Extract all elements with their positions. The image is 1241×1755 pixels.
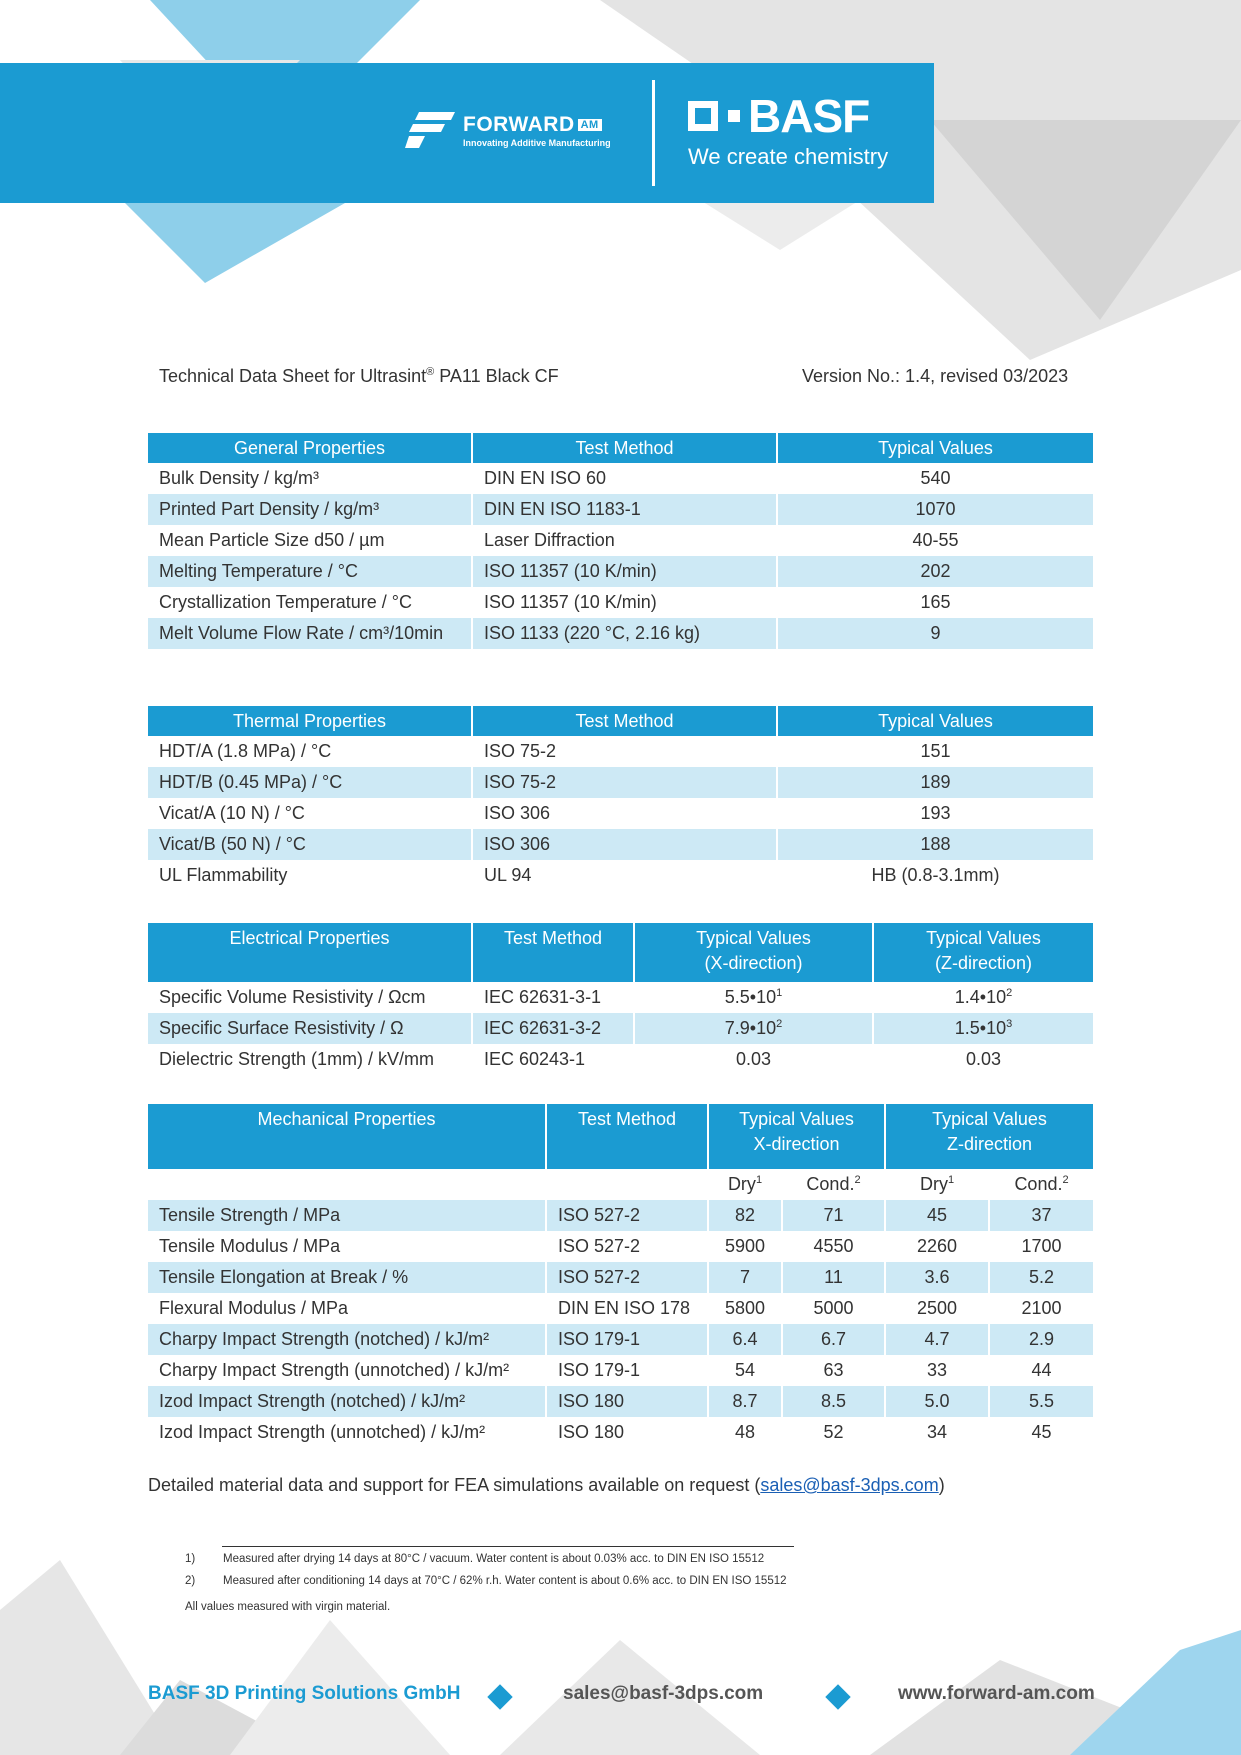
- property-cell: Mean Particle Size d50 / µm: [159, 530, 385, 550]
- footer-email[interactable]: sales@basf-3dps.com: [563, 1683, 764, 1704]
- value-cell: 151: [777, 736, 1093, 767]
- cond-x-label: Cond.$^2$: [782, 1169, 885, 1200]
- value-cell: 2100: [989, 1293, 1093, 1324]
- table-row: [148, 1044, 1093, 1075]
- forward-am-logo: [405, 110, 611, 150]
- value-cell-x: 0.03: [634, 1044, 873, 1075]
- table-row: [148, 829, 1093, 860]
- property-cell: Melt Volume Flow Rate / cm³/10min: [148, 618, 472, 649]
- table-row: [148, 1262, 1093, 1293]
- value-cell: 45: [989, 1417, 1093, 1448]
- property-cell: Vicat/B (50 N) / °C: [148, 829, 472, 860]
- table-row: [148, 525, 1093, 556]
- method-cell: DIN EN ISO 1183-1: [472, 494, 777, 525]
- basf-square-icon: [688, 101, 718, 131]
- property-cell: Tensile Modulus / MPa: [159, 1236, 341, 1256]
- footer-company: BASF 3D Printing Solutions GmbH: [148, 1683, 461, 1704]
- property-cell: Specific Volume Resistivity / Ωcm: [159, 987, 426, 1007]
- value-cell: 52: [782, 1417, 885, 1448]
- table-row: [148, 767, 1093, 798]
- basf-dot-icon: [728, 110, 740, 122]
- table-row: [148, 1417, 1093, 1448]
- method-cell: ISO 180: [546, 1386, 708, 1417]
- virgin-material-note: All values measured with virgin material.: [185, 1601, 391, 1613]
- value-cell-z: $1.5•10^3$: [873, 1013, 1093, 1044]
- table-row: [148, 1013, 1093, 1044]
- basf-tagline: We create chemistry: [688, 144, 889, 169]
- method-cell: IEC 62631-3-2: [472, 1013, 634, 1044]
- property-cell: Tensile Elongation at Break / %: [148, 1262, 546, 1293]
- property-cell: Printed Part Density / kg/m³: [148, 494, 472, 525]
- property-cell: Dielectric Strength (1mm) / kV/mm: [159, 1049, 435, 1069]
- method-cell: Laser Diffraction: [472, 525, 777, 556]
- cond-z-label: Cond.$^2$: [989, 1169, 1093, 1200]
- table-row: [148, 494, 1093, 525]
- property-cell: HDT/A (1.8 MPa) / °C: [159, 741, 332, 761]
- method-cell: ISO 527-2: [546, 1231, 708, 1262]
- property-cell: Vicat/A (10 N) / °C: [159, 803, 305, 823]
- thermal-properties-table: [148, 706, 1093, 891]
- forward-am-mark-icon: [405, 110, 457, 150]
- footnote-2: 2) Measured after conditioning 14 days at 70°C / 62% r.h. Water content is about 0.6% acc. to DIN EN ISO 15512: [185, 1575, 787, 1587]
- value-cell: 1700: [989, 1231, 1093, 1262]
- col-header: Typical Values X-direction: [708, 1104, 885, 1169]
- col-header: Mechanical Properties: [148, 1104, 546, 1169]
- value-cell: 6.7: [782, 1324, 885, 1355]
- col-header: Thermal Properties: [148, 706, 472, 736]
- table-row: [148, 1324, 1093, 1355]
- col-header: Typical Values Z-direction: [885, 1104, 1093, 1169]
- property-cell: Tensile Strength / MPa: [148, 1200, 546, 1231]
- forward-word: FORWARD: [463, 112, 575, 136]
- col-header: Typical Values: [777, 706, 1093, 736]
- value-cell: 1070: [777, 494, 1093, 525]
- table-row: [148, 587, 1093, 618]
- document-title: Technical Data Sheet for Ultrasint® PA11 Black CF: [159, 366, 559, 386]
- method-cell: DIN EN ISO 178: [546, 1293, 708, 1324]
- value-cell: 34: [885, 1417, 989, 1448]
- value-cell: 44: [989, 1355, 1093, 1386]
- fea-note: Detailed material data and support for FEA simulations available on request (sales@basf-3dps.com): [148, 1475, 945, 1495]
- table-row: [148, 1200, 1093, 1231]
- method-cell: ISO 306: [472, 829, 777, 860]
- col-header: Test Method: [472, 433, 777, 463]
- property-cell: Izod Impact Strength (unnotched) / kJ/m²: [159, 1422, 486, 1442]
- method-cell: ISO 306: [472, 798, 777, 829]
- value-cell: 6.4: [708, 1324, 782, 1355]
- method-cell: ISO 11357 (10 K/min): [472, 587, 777, 618]
- value-cell: 2500: [885, 1293, 989, 1324]
- table-row: [148, 1355, 1093, 1386]
- method-cell: ISO 11357 (10 K/min): [472, 556, 777, 587]
- footnote-divider: [222, 1546, 794, 1547]
- value-cell-x: $7.9•10^2$: [634, 1013, 873, 1044]
- col-header: Electrical Properties: [148, 923, 472, 982]
- method-cell: ISO 527-2: [546, 1200, 708, 1231]
- method-cell: UL 94: [472, 860, 777, 891]
- table-row: [148, 556, 1093, 587]
- value-cell: 11: [782, 1262, 885, 1293]
- col-header: Test Method: [472, 706, 777, 736]
- table-row: [148, 982, 1093, 1013]
- col-header: Typical Values (Z-direction): [873, 923, 1093, 982]
- value-cell: 45: [885, 1200, 989, 1231]
- electrical-properties-table: [148, 923, 1093, 1075]
- property-cell: Specific Surface Resistivity / Ω: [148, 1013, 472, 1044]
- table-row: [148, 736, 1093, 767]
- table-row: [148, 798, 1093, 829]
- property-cell: Izod Impact Strength (notched) / kJ/m²: [148, 1386, 546, 1417]
- method-cell: ISO 527-2: [546, 1262, 708, 1293]
- value-cell: 189: [777, 767, 1093, 798]
- value-cell: 7: [708, 1262, 782, 1293]
- dry-z-label: Dry$^1$: [885, 1169, 989, 1200]
- table-row: [148, 1386, 1093, 1417]
- footnote-1: 1) Measured after drying 14 days at 80°C / vacuum. Water content is about 0.03% acc. to DIN EN ISO 15512: [185, 1553, 765, 1565]
- footer-website[interactable]: www.forward-am.com: [898, 1683, 1095, 1704]
- value-cell: 5.2: [989, 1262, 1093, 1293]
- col-header: General Properties: [148, 433, 472, 463]
- property-cell: Melting Temperature / °C: [148, 556, 472, 587]
- method-cell: ISO 75-2: [472, 736, 777, 767]
- value-cell: 2.9: [989, 1324, 1093, 1355]
- value-cell-z: $1.4•10^2$: [873, 982, 1093, 1013]
- value-cell: 3.6: [885, 1262, 989, 1293]
- col-header: Test Method: [546, 1104, 708, 1169]
- value-cell: 4.7: [885, 1324, 989, 1355]
- value-cell: 193: [777, 798, 1093, 829]
- method-cell: ISO 1133 (220 °C, 2.16 kg): [472, 618, 777, 649]
- value-cell: 40-55: [777, 525, 1093, 556]
- table-row: [148, 860, 1093, 891]
- value-cell-z: 0.03: [873, 1044, 1093, 1075]
- col-header: Test Method: [472, 923, 634, 982]
- value-cell: 540: [777, 463, 1093, 494]
- am-badge: AM: [578, 119, 602, 131]
- value-cell: 5.5: [989, 1386, 1093, 1417]
- value-cell: 2260: [885, 1231, 989, 1262]
- value-cell: 202: [777, 556, 1093, 587]
- method-cell: ISO 75-2: [472, 767, 777, 798]
- general-properties-table: [148, 433, 1093, 649]
- value-cell: 5.0: [885, 1386, 989, 1417]
- method-cell: DIN EN ISO 60: [472, 463, 777, 494]
- dry-x-label: Dry$^1$: [708, 1169, 782, 1200]
- value-cell: 71: [782, 1200, 885, 1231]
- value-cell: 82: [708, 1200, 782, 1231]
- basf-logo: [688, 90, 889, 170]
- value-cell: 48: [708, 1417, 782, 1448]
- value-cell: 37: [989, 1200, 1093, 1231]
- property-cell: UL Flammability: [159, 865, 288, 885]
- value-cell: 54: [708, 1355, 782, 1386]
- value-cell: HB (0.8-3.1mm): [777, 860, 1093, 891]
- table-row: [148, 1231, 1093, 1262]
- value-cell: 5900: [708, 1231, 782, 1262]
- method-cell: ISO 179-1: [546, 1324, 708, 1355]
- property-cell: Bulk Density / kg/m³: [159, 468, 320, 488]
- value-cell: 8.5: [782, 1386, 885, 1417]
- property-cell: Charpy Impact Strength (unnotched) / kJ/m²: [159, 1360, 510, 1380]
- col-header: Typical Values (X-direction): [634, 923, 873, 982]
- condition-subheader-row: [148, 1169, 1093, 1200]
- value-cell: 4550: [782, 1231, 885, 1262]
- property-cell: Charpy Impact Strength (notched) / kJ/m²: [148, 1324, 546, 1355]
- value-cell: 8.7: [708, 1386, 782, 1417]
- value-cell: 63: [782, 1355, 885, 1386]
- basf-word: BASF: [748, 90, 870, 142]
- mechanical-properties-table: [148, 1104, 1093, 1448]
- method-cell: ISO 180: [546, 1417, 708, 1448]
- property-cell: Flexural Modulus / MPa: [159, 1298, 349, 1318]
- value-cell-x: $5.5•10^1$: [634, 982, 873, 1013]
- value-cell: 188: [777, 829, 1093, 860]
- method-cell: IEC 60243-1: [472, 1044, 634, 1075]
- document-version: Version No.: 1.4, revised 03/2023: [802, 366, 1069, 386]
- value-cell: 9: [777, 618, 1093, 649]
- value-cell: 5000: [782, 1293, 885, 1324]
- value-cell: 33: [885, 1355, 989, 1386]
- method-cell: IEC 62631-3-1: [472, 982, 634, 1013]
- value-cell: 5800: [708, 1293, 782, 1324]
- method-cell: ISO 179-1: [546, 1355, 708, 1386]
- value-cell: 165: [777, 587, 1093, 618]
- table-row: [148, 463, 1093, 494]
- property-cell: HDT/B (0.45 MPa) / °C: [148, 767, 472, 798]
- col-header: Typical Values: [777, 433, 1093, 463]
- table-row: [148, 618, 1093, 649]
- logo-divider: [652, 80, 655, 186]
- table-row: [148, 1293, 1093, 1324]
- property-cell: Crystallization Temperature / °C: [159, 592, 412, 612]
- forward-tagline: Innovating Additive Manufacturing: [463, 137, 611, 148]
- sales-email-link[interactable]: sales@basf-3dps.com: [760, 1475, 939, 1495]
